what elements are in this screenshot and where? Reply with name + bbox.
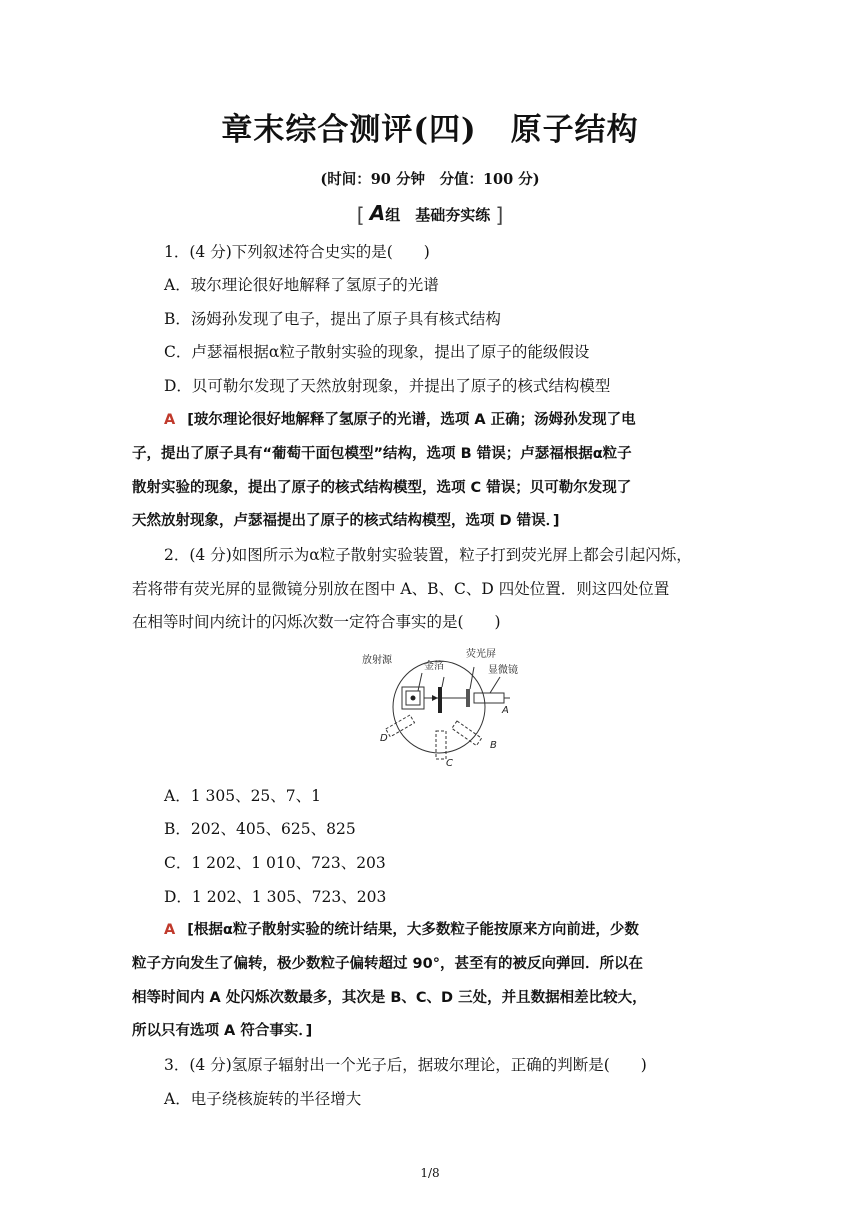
group-label: 组 基础夯实练 <box>385 206 491 224</box>
q1-answer-letter: A <box>164 412 176 428</box>
q1-answer-text-1: [玻尔理论很好地解释了氢原子的光谱，选项 A 正确；汤姆孙发现了电 <box>187 412 636 428</box>
q1-answer-line-4: 天然放射现象，卢瑟福提出了原子的核式结构模型，选项 D 错误．] <box>132 513 560 529</box>
label-foil: 金箔 <box>424 661 444 672</box>
q2-option-c: C．1 202、1 010、723、203 <box>164 854 386 872</box>
label-screen: 荧光屏 <box>466 649 496 660</box>
q2-answer-letter: A <box>164 922 176 938</box>
q1-option-b: B．汤姆孙发现了电子，提出了原子具有核式结构 <box>164 310 501 328</box>
microscope-a <box>474 693 504 703</box>
label-source: 放射源 <box>362 655 392 666</box>
q2-option-b: B．202、405、625、825 <box>164 820 356 838</box>
title-main: 章末综合测评(四) <box>221 112 477 148</box>
q1-option-d: D．贝可勒尔发现了天然放射现象，并提出了原子的核式结构模型 <box>164 377 611 395</box>
q1-answer-line-3: 散射实验的现象，提出了原子的核式结构模型，选项 C 错误；贝可勒尔发现了 <box>132 480 632 496</box>
title-topic: 原子结构 <box>510 112 639 148</box>
microscope-c <box>436 731 446 759</box>
q2-stem-line-1: 2．(4 分)如图所示为α粒子散射实验装置，粒子打到荧光屏上都会引起闪烁， <box>164 546 692 564</box>
q2-stem-line-2: 若将带有荧光屏的显微镜分别放在图中 A、B、C、D 四处位置．则这四处位置 <box>132 580 670 598</box>
alpha-scattering-figure <box>362 643 540 768</box>
bracket-right: ] <box>495 203 504 227</box>
q2-stem-line-3: 在相等时间内统计的闪烁次数一定符合事实的是( ) <box>132 613 501 631</box>
q1-option-c: C．卢瑟福根据α粒子散射实验的现象，提出了原子的能级假设 <box>164 343 590 361</box>
page-number: 1/8 <box>420 1166 440 1180</box>
q2-answer-text-1: [根据α粒子散射实验的统计结果，大多数粒子能按原来方向前进，少数 <box>187 922 639 938</box>
label-c: C <box>446 758 453 768</box>
q1-option-a: A．玻尔理论很好地解释了氢原子的光谱 <box>164 276 439 294</box>
q2-option-d: D．1 202、1 305、723、203 <box>164 888 387 906</box>
q1-answer-line-1 <box>164 409 764 431</box>
q1-stem: 1．(4 分)下列叙述符合史实的是( ) <box>164 243 430 261</box>
q1-answer-line-2: 子，提出了原子具有“葡萄干面包模型”结构，选项 B 错误；卢瑟福根据α粒子 <box>132 446 632 462</box>
label-d: D <box>380 733 388 744</box>
bracket-left: [ <box>356 203 365 227</box>
page-title <box>0 104 860 149</box>
q2-answer-line-3: 相等时间内 A 处闪烁次数最多，其次是 B、C、D 三处，并且数据相差比较大， <box>132 990 647 1006</box>
q3-stem: 3．(4 分)氢原子辐射出一个光子后，据玻尔理论，正确的判断是( ) <box>164 1056 647 1074</box>
label-a: A <box>502 705 509 716</box>
q2-answer-line-2: 粒子方向发生了偏转，极少数粒子偏转超过 90°，甚至有的被反向弹回．所以在 <box>132 956 643 972</box>
fluorescent-screen <box>466 689 470 707</box>
exam-info: (时间：90 分钟 分值：100 分) <box>320 171 540 188</box>
microscope-d <box>386 715 415 737</box>
label-b: B <box>490 740 497 751</box>
section-header <box>0 201 860 227</box>
q2-answer-line-4: 所以只有选项 A 符合事实．] <box>132 1023 313 1039</box>
q3-option-a: A．电子绕核旋转的半径增大 <box>164 1090 362 1108</box>
group-letter: A <box>369 201 386 225</box>
q2-option-a: A．1 305、25、7、1 <box>164 787 322 805</box>
source-dot <box>411 696 416 701</box>
label-microscope: 显微镜 <box>488 665 518 676</box>
gold-foil <box>438 687 442 713</box>
q2-answer-line-1 <box>164 919 764 941</box>
